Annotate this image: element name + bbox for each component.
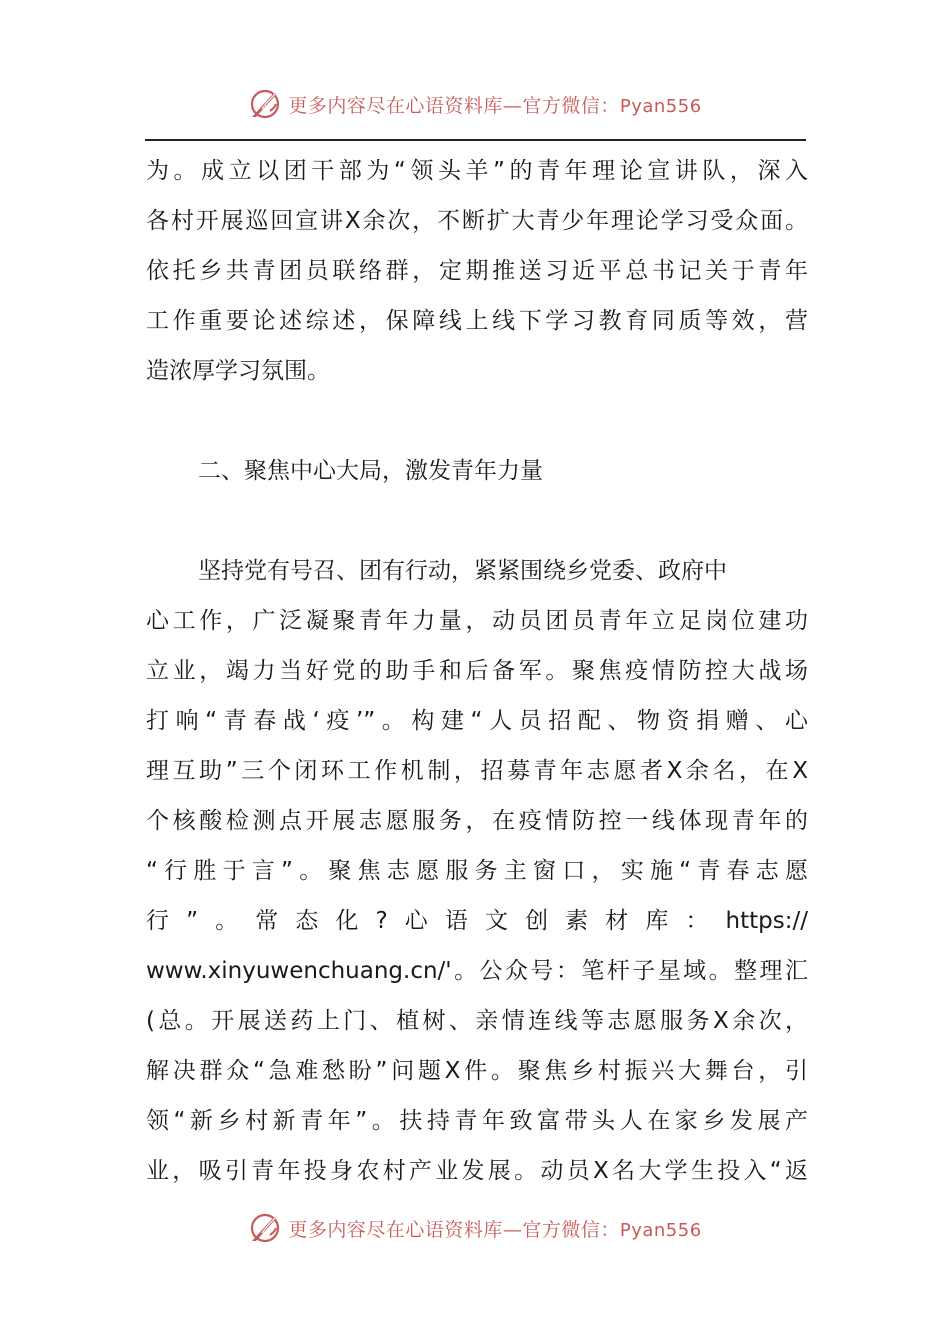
spacer bbox=[146, 496, 808, 546]
paragraph2-line: 打响“青春战‘疫’”。构建“人员招配、物资捐赠、心 bbox=[146, 708, 808, 734]
quill-pen-circle-icon bbox=[248, 87, 282, 121]
spacer bbox=[146, 396, 808, 446]
header-banner-text: 更多内容尽在心语资料库—官方微信：Pyan556 bbox=[288, 94, 702, 117]
quill-pen-circle-icon bbox=[248, 1211, 282, 1245]
paragraph2-line: 个核酸检测点开展志愿服务，在疫情防控一线体现青年的 bbox=[146, 808, 808, 834]
header-divider bbox=[145, 139, 806, 141]
paragraph1-line: 工作重要论述综述，保障线上线下学习教育同质等效，营 bbox=[146, 308, 808, 334]
paragraph2-line: www.xinyuwenchuang.cn/'。公众号：笔杆子星域。整理汇 bbox=[146, 958, 808, 984]
paragraph2-line: 理互助”三个闭环工作机制，招募青年志愿者X余名，在X bbox=[146, 758, 808, 784]
paragraph1-line: 造浓厚学习氛围。 bbox=[146, 358, 330, 384]
paragraph1-line: 各村开展巡回宣讲X余次，不断扩大青少年理论学习受众面。 bbox=[146, 208, 808, 234]
paragraph2-line: 领“新乡村新青年”。扶持青年致富带头人在家乡发展产 bbox=[146, 1108, 808, 1134]
paragraph2-line: 坚持党有号召、团有行动，紧紧围绕乡党委、政府中 bbox=[198, 558, 727, 584]
section-heading: 二、聚焦中心大局，激发青年力量 bbox=[198, 458, 543, 484]
paragraph2-line: 行”。常态化?心语文创素材库：https:// bbox=[146, 908, 808, 934]
paragraph2-line: (总。开展送药上门、植树、亲情连线等志愿服务X余次， bbox=[146, 1008, 808, 1034]
paragraph2-line: 心工作，广泛凝聚青年力量，动员团员青年立足岗位建功 bbox=[146, 608, 808, 634]
paragraph2-line: 业，吸引青年投身农村产业发展。动员X名大学生投入“返 bbox=[146, 1158, 808, 1184]
header-banner-handle: Pyan556 bbox=[619, 95, 702, 117]
footer-banner-text: 更多内容尽在心语资料库—官方微信：Pyan556 bbox=[288, 1218, 702, 1241]
footer-banner bbox=[0, 1208, 950, 1248]
footer-banner-handle: Pyan556 bbox=[619, 1219, 702, 1241]
paragraph1-line: 为。成立以团干部为“领头羊”的青年理论宣讲队，深入 bbox=[146, 158, 808, 184]
paragraph1-line: 依托乡共青团员联络群，定期推送习近平总书记关于青年 bbox=[146, 258, 808, 284]
paragraph2-line: 解决群众“急难愁盼”问题X件。聚焦乡村振兴大舞台，引 bbox=[146, 1058, 808, 1084]
document-body bbox=[146, 146, 808, 1196]
header-banner bbox=[0, 84, 950, 124]
paragraph2-line: 立业，竭力当好党的助手和后备军。聚焦疫情防控大战场 bbox=[146, 658, 808, 684]
paragraph2-line: “行胜于言”。聚焦志愿服务主窗口，实施“青春志愿 bbox=[146, 858, 808, 884]
